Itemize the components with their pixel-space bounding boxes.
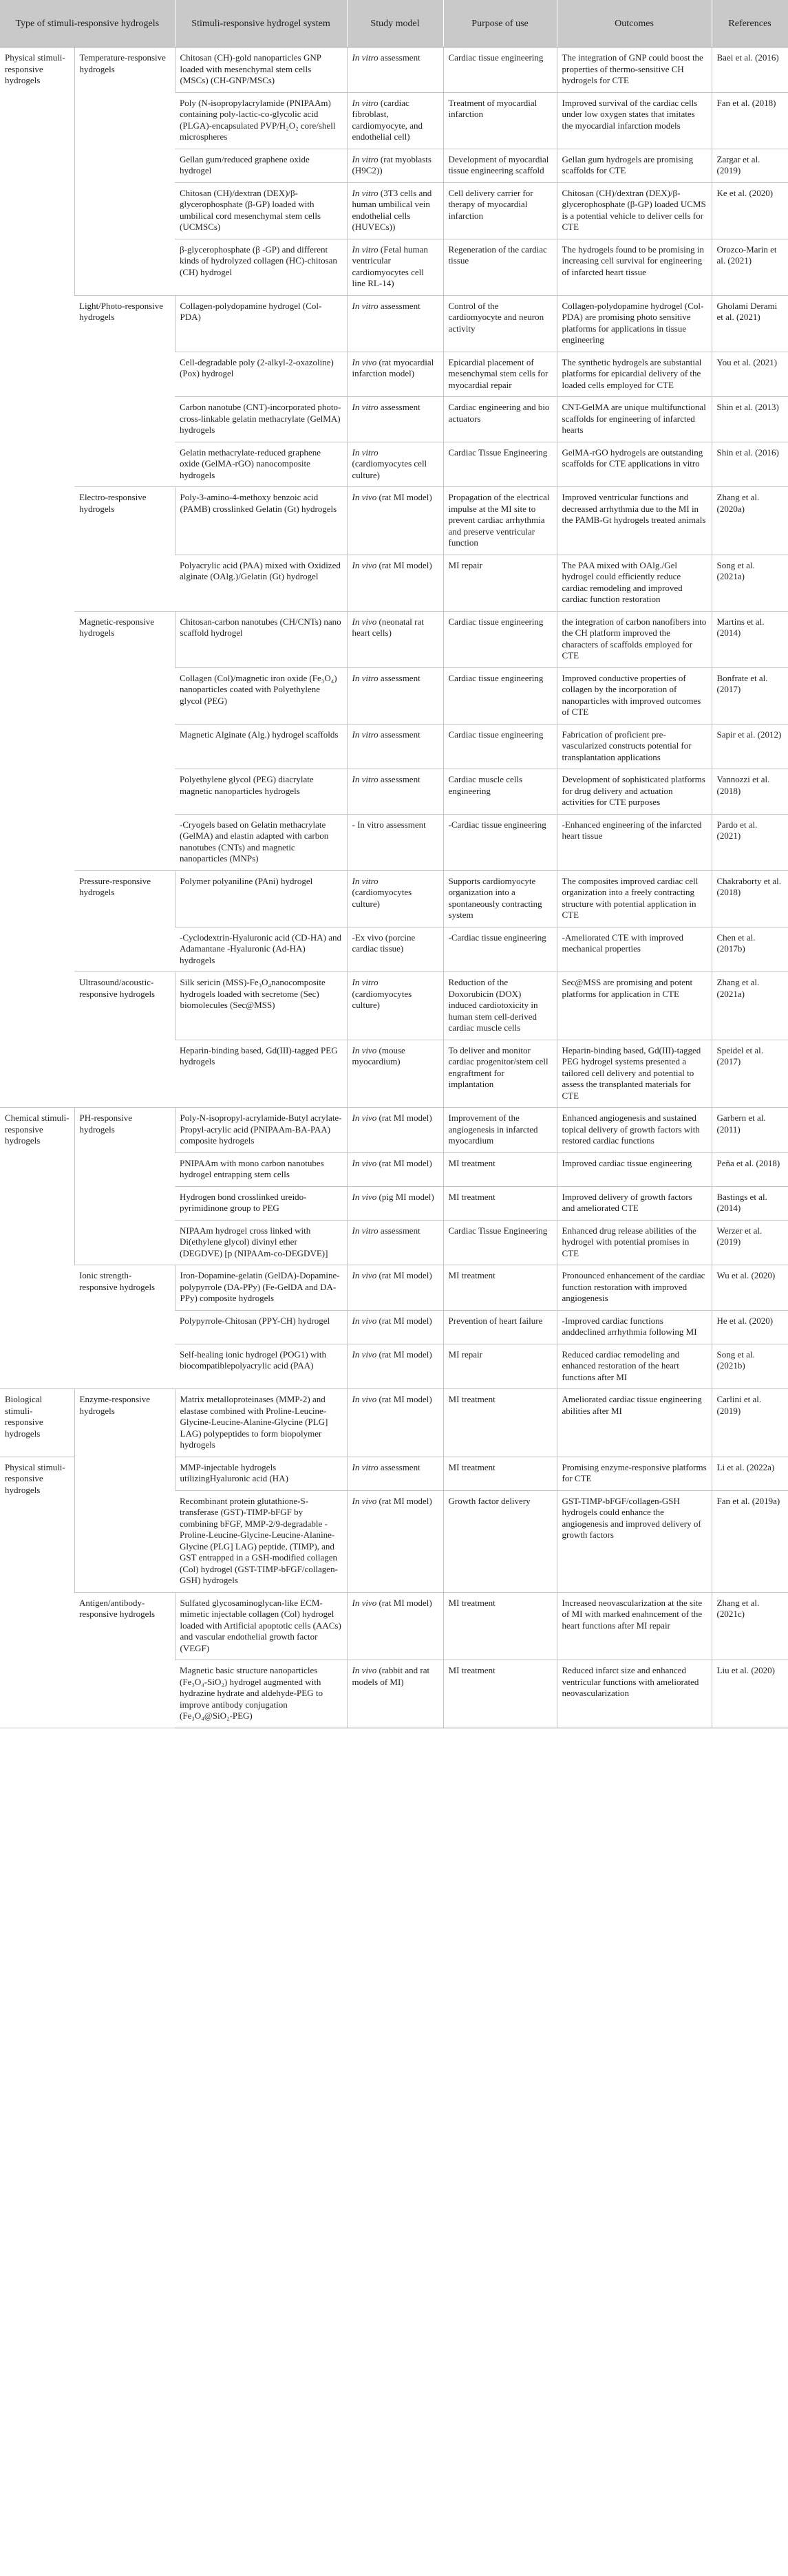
study-model-cell: [347, 1592, 443, 1660]
purpose-cell: MI treatment: [443, 1389, 557, 1457]
study-model-detail: (rat MI model): [376, 1349, 432, 1360]
outcome-cell: GelMA-rGO hydrogels are outstanding scaffolds for CTE applications in vitro: [557, 442, 712, 487]
study-model-type: In vivo: [352, 356, 377, 367]
study-model-type: In vitro: [352, 52, 379, 63]
reference-cell: Song et al. (2021a): [712, 555, 788, 611]
study-model-type: In vivo: [352, 1315, 377, 1326]
table-row: [0, 1265, 788, 1311]
study-model-detail: (cardiomyocytes cell culture): [352, 458, 427, 480]
stimuli-type-cell: Chemical stimuli-responsive hydrogels: [0, 1108, 74, 1389]
study-model-detail: -Ex vivo (porcine cardiac tissue): [352, 932, 416, 954]
purpose-cell: Regeneration of the cardiac tissue: [443, 239, 557, 295]
hydrogel-system-cell: Gelatin methacrylate-reduced graphene oxide (GelMA-rGO) nanocomposite hydrogels: [175, 442, 347, 487]
stimuli-subtype-cell: PH-responsive hydrogels: [74, 1108, 175, 1265]
hydrogel-system-cell: Silk sericin (MSS)-Fe₃O₄nanocomposite hydrogels loaded with secretome (Sec) biomolecules (Sec@MSS): [175, 972, 347, 1040]
stimuli-type-cell: Physical stimuli-responsive hydrogels: [0, 47, 74, 1108]
purpose-cell: Cardiac tissue engineering: [443, 724, 557, 769]
outcome-cell: The synthetic hydrogels are substantial platforms for epicardial delivery of the loaded cells employed for CTE: [557, 352, 712, 397]
hydrogel-system-cell: Collagen-polydopamine hydrogel (Col-PDA): [175, 295, 347, 352]
hydrogel-system-cell: β-glycerophosphate (β -GP) and different kinds of hydrolyzed collagen (HC)-chitosan (CH) hydrogel: [175, 239, 347, 295]
purpose-cell: To deliver and monitor cardiac progenitor/stem cell engraftment for implantation: [443, 1040, 557, 1108]
study-model-cell: [347, 1152, 443, 1186]
study-model-type: In vivo: [352, 1394, 377, 1404]
reference-cell: Zhang et al. (2021a): [712, 972, 788, 1040]
study-model-detail: (rat MI model): [376, 559, 432, 570]
hydrogel-system-cell: Chitosan (CH)-gold nanoparticles GNP loaded with mesenchymal stem cells (MSCs) (CH-GNP/MSCs): [175, 47, 347, 93]
hydrogel-system-cell: Matrix metalloproteinases (MMP-2) and elastase combined with Proline-Leucine-Glycine-Leucine-Alanine-Glycine (PLG] LAG) polypeptides to form biopolymer hydrogels: [175, 1389, 347, 1457]
reference-cell: He et al. (2020): [712, 1310, 788, 1344]
purpose-cell: MI treatment: [443, 1457, 557, 1490]
study-model-detail: (rat MI model): [376, 1315, 432, 1326]
study-model-type: In vivo: [352, 1113, 377, 1123]
study-model-detail: (pig MI model): [376, 1191, 434, 1202]
purpose-cell: Cardiac tissue engineering: [443, 611, 557, 667]
study-model-cell: [347, 1490, 443, 1592]
study-model-cell: [347, 1660, 443, 1728]
study-model-type: In vivo: [352, 1191, 377, 1202]
purpose-cell: Propagation of the electrical impulse at the MI site to prevent cardiac arrhythmia and preserve ventricular function: [443, 487, 557, 555]
purpose-cell: Cardiac tissue engineering: [443, 47, 557, 93]
hydrogel-system-cell: Magnetic Alginate (Alg.) hydrogel scaffolds: [175, 724, 347, 769]
outcome-cell: The PAA mixed with OAlg./Gel hydrogel could efficiently reduce cardiac remodeling and improved cardiac function restoration: [557, 555, 712, 611]
outcome-cell: the integration of carbon nanofibers into the CH platform improved the characters of scaffolds employed for CTE: [557, 611, 712, 667]
hydrogel-system-cell: Carbon nanotube (CNT)-incorporated photo-cross-linkable gelatin methacrylate (GelMA) hydrogels: [175, 397, 347, 442]
reference-cell: Werzer et al. (2019): [712, 1220, 788, 1265]
study-model-cell: [347, 487, 443, 555]
study-model-cell: [347, 92, 443, 149]
table-body: [0, 47, 788, 1728]
study-model-detail: assessment: [378, 729, 420, 740]
stimuli-subtype-cell: Enzyme-responsive hydrogels: [74, 1389, 175, 1593]
outcome-cell: -Enhanced engineering of the infarcted heart tissue: [557, 814, 712, 870]
purpose-cell: Growth factor delivery: [443, 1490, 557, 1592]
purpose-cell: MI treatment: [443, 1660, 557, 1728]
outcome-cell: Gellan gum hydrogels are promising scaffolds for CTE: [557, 149, 712, 182]
outcome-cell: Increased neovascularization at the site of MI with marked enahncement of the heart functions after MI repair: [557, 1592, 712, 1660]
header-purpose: Purpose of use: [443, 0, 557, 47]
stimuli-subtype-cell: Antigen/antibody-responsive hydrogels: [74, 1592, 175, 1728]
reference-cell: Shin et al. (2016): [712, 442, 788, 487]
reference-cell: Garbern et al. (2011): [712, 1108, 788, 1153]
table-row: [0, 972, 788, 1040]
study-model-type: In vivo: [352, 559, 377, 570]
study-model-detail: assessment: [378, 1225, 420, 1236]
reference-cell: Wu et al. (2020): [712, 1265, 788, 1311]
stimuli-subtype-cell: Temperature-responsive hydrogels: [74, 47, 175, 296]
outcome-cell: Improved survival of the cardiac cells under low oxygen states that imitates the myocardial infarction models: [557, 92, 712, 149]
table-row: [0, 47, 788, 93]
stimuli-subtype-cell: Pressure-responsive hydrogels: [74, 870, 175, 972]
purpose-cell: MI treatment: [443, 1152, 557, 1186]
purpose-cell: Prevention of heart failure: [443, 1310, 557, 1344]
study-model-detail: (rat myocardial infarction model): [352, 356, 434, 378]
purpose-cell: Cardiac tissue engineering: [443, 667, 557, 724]
header-outcomes: Outcomes: [557, 0, 712, 47]
hydrogel-system-cell: Iron-Dopamine-gelatin (GelDA)-Dopamine-polypyrrole (DA-PPy) (Fe-GelDA and DA-PPy) composite hydrogels: [175, 1265, 347, 1311]
study-model-cell: [347, 47, 443, 93]
study-model-detail: (Fetal human ventricular cardiomyocytes cell line RL-14): [352, 244, 428, 288]
outcome-cell: -Ameliorated CTE with improved mechanical properties: [557, 927, 712, 972]
study-model-detail: (rabbit and rat models of MI): [352, 1665, 430, 1687]
study-model-cell: [347, 1108, 443, 1153]
study-model-detail: (rat MI model): [376, 1597, 432, 1608]
reference-cell: You et al. (2021): [712, 352, 788, 397]
study-model-type: In vitro: [352, 875, 379, 886]
study-model-cell: [347, 1220, 443, 1265]
study-model-detail: (cardiomyocytes culture): [352, 988, 412, 1010]
study-model-detail: assessment: [378, 52, 420, 63]
study-model-cell: [347, 555, 443, 611]
study-model-type: In vitro: [352, 729, 379, 740]
purpose-cell: Reduction of the Doxorubicin (DOX) induced cardiotoxicity in human stem cell-derived cardiac muscle cells: [443, 972, 557, 1040]
header-study-model: Study model: [347, 0, 443, 47]
study-model-detail: (cardiac fibroblast, cardiomyocyte, and endothelial cell): [352, 97, 423, 142]
reference-cell: Sapir et al. (2012): [712, 724, 788, 769]
study-model-type: In vitro: [352, 97, 379, 108]
reference-cell: Shin et al. (2013): [712, 397, 788, 442]
study-model-type: In vivo: [352, 1665, 377, 1675]
study-model-type: In vivo: [352, 1270, 377, 1280]
outcome-cell: Enhanced angiogenesis and sustained topical delivery of growth factors with restored cardiac functions: [557, 1108, 712, 1153]
table-row: [0, 487, 788, 555]
reference-cell: Vannozzi et al. (2018): [712, 769, 788, 815]
study-model-detail: (cardiomyocytes culture): [352, 887, 412, 909]
purpose-cell: MI repair: [443, 1344, 557, 1389]
outcome-cell: Improved cardiac tissue engineering: [557, 1152, 712, 1186]
reference-cell: Ke et al. (2020): [712, 182, 788, 239]
reference-cell: Li et al. (2022a): [712, 1457, 788, 1490]
reference-cell: Orozco-Marin et al. (2021): [712, 239, 788, 295]
table-row: [0, 1389, 788, 1457]
outcome-cell: GST-TIMP-bFGF/collagen-GSH hydrogels could enhance the angiogenesis and improved delivery of growth factors: [557, 1490, 712, 1592]
study-model-detail: (rat MI model): [376, 1495, 432, 1506]
study-model-type: In vitro: [352, 977, 379, 987]
stimuli-subtype-cell: Electro-responsive hydrogels: [74, 487, 175, 612]
outcome-cell: Pronounced enhancement of the cardiac function restoration with improved angiogenesis: [557, 1265, 712, 1311]
table-header: [0, 0, 788, 47]
table-row: [0, 295, 788, 352]
stimuli-subtype-cell: Ultrasound/acoustic-responsive hydrogels: [74, 972, 175, 1108]
hydrogel-system-cell: MMP-injectable hydrogels utilizingHyaluronic acid (HA): [175, 1457, 347, 1490]
study-model-type: In vitro: [352, 1225, 379, 1236]
purpose-cell: -Cardiac tissue engineering: [443, 814, 557, 870]
hydrogel-system-cell: Heparin-binding based, Gd(III)-tagged PEG hydrogels: [175, 1040, 347, 1108]
study-model-cell: [347, 1040, 443, 1108]
study-model-cell: [347, 1310, 443, 1344]
hydrogel-system-cell: Poly (N-isopropylacrylamide (PNIPAAm) containing poly-lactic-co-glycolic acid (PLGA)-encapsulated PVP/H₂O₂ core/shell microspheres: [175, 92, 347, 149]
study-model-cell: [347, 182, 443, 239]
reference-cell: Zhang et al. (2021c): [712, 1592, 788, 1660]
study-model-type: In vivo: [352, 1495, 377, 1506]
purpose-cell: MI treatment: [443, 1186, 557, 1220]
study-model-cell: [347, 972, 443, 1040]
hydrogel-system-cell: NIPAAm hydrogel cross linked with Di(ethylene glycol) divinyl ether (DEGDVE) [p (NIPAAm-co-DEGDVE)]: [175, 1220, 347, 1265]
study-model-detail: assessment: [378, 774, 420, 784]
study-model-detail: (3T3 cells and human umbilical vein endothelial cells (HUVECs)): [352, 187, 432, 232]
purpose-cell: Epicardial placement of mesenchymal stem cells for myocardial repair: [443, 352, 557, 397]
outcome-cell: CNT-GelMA are unique multifunctional scaffolds for engineering of infarcted hearts: [557, 397, 712, 442]
outcome-cell: Heparin-binding based, Gd(III)-tagged PEG hydrogel systems presented a tailored cell delivery and potential to assess the transplanted materials for CTE: [557, 1040, 712, 1108]
hydrogel-system-cell: Poly-N-isopropyl-acrylamide-Butyl acrylate- Propyl-acrylic acid (PNIPAAm-BA-PAA) composite hydrogels: [175, 1108, 347, 1153]
purpose-cell: MI repair: [443, 555, 557, 611]
study-model-cell: [347, 1389, 443, 1457]
study-model-type: In vivo: [352, 1157, 377, 1168]
study-model-cell: [347, 352, 443, 397]
study-model-detail: (neonatal rat heart cells): [352, 616, 424, 638]
purpose-cell: MI treatment: [443, 1592, 557, 1660]
reference-cell: Song et al. (2021b): [712, 1344, 788, 1389]
study-model-cell: [347, 667, 443, 724]
outcome-cell: The integration of GNP could boost the properties of thermo-sensitive CH hydrogels for CTE: [557, 47, 712, 93]
study-model-type: In vitro: [352, 244, 379, 255]
outcome-cell: Reduced infarct size and enhanced ventricular functions with ameliorated neovascularization: [557, 1660, 712, 1728]
purpose-cell: Cardiac muscle cells engineering: [443, 769, 557, 815]
outcome-cell: The composites improved cardiac cell organization into a freely contracting structure with potential application in CTE: [557, 870, 712, 927]
study-model-cell: [347, 724, 443, 769]
outcome-cell: Reduced cardiac remodeling and enhanced restoration of the heart functions after MI: [557, 1344, 712, 1389]
outcome-cell: Improved delivery of growth factors and ameliorated CTE: [557, 1186, 712, 1220]
reference-cell: Zhang et al. (2020a): [712, 487, 788, 555]
hydrogel-system-cell: Magnetic basic structure nanoparticles (Fe₃O₄-SiO₂) hydrogel augmented with hydrazine hydrate and aldehyde-PEG to improve antibody conjugation (Fe₃O₄@SiO₂-PEG): [175, 1660, 347, 1728]
study-model-type: In vitro: [352, 447, 379, 458]
study-model-cell: [347, 239, 443, 295]
hydrogel-system-cell: Poly-3-amino-4-methoxy benzoic acid (PAMB) crosslinked Gelatin (Gt) hydrogels: [175, 487, 347, 555]
hydrogel-system-cell: -Cryogels based on Gelatin methacrylate (GelMA) and elastin adapted with carbon nanotubes (CNTs) and magnetic nanoparticles (MNPs): [175, 814, 347, 870]
hydrogel-system-cell: Collagen (Col)/magnetic iron oxide (Fe₃O₄) nanoparticles coated with Polyethylene glycol (PEG): [175, 667, 347, 724]
stimuli-subtype-cell: Magnetic-responsive hydrogels: [74, 611, 175, 870]
study-model-type: In vivo: [352, 492, 377, 502]
purpose-cell: Cell delivery carrier for therapy of myocardial infarction: [443, 182, 557, 239]
outcome-cell: Collagen-polydopamine hydrogel (Col-PDA) are promising photo sensitive platforms for applications in tissue engineering: [557, 295, 712, 352]
study-model-detail: (rat MI model): [376, 492, 432, 502]
study-model-cell: [347, 1265, 443, 1311]
study-model-type: In vivo: [352, 1349, 377, 1360]
purpose-cell: Development of myocardial tissue engineering scaffold: [443, 149, 557, 182]
hydrogel-system-cell: Hydrogen bond crosslinked ureido-pyrimidinone group to PEG: [175, 1186, 347, 1220]
outcome-cell: Improved ventricular functions and decreased arrhythmia due to the MI in the PAMB-Gt hydrogels treated animals: [557, 487, 712, 555]
study-model-cell: [347, 1344, 443, 1389]
outcome-cell: Chitosan (CH)/dextran (DEX)/β-glycerophosphate (β-GP) loaded UCMS is a potential vehicle to deliver cells for CTE: [557, 182, 712, 239]
reference-cell: Peña et al. (2018): [712, 1152, 788, 1186]
hydrogel-system-cell: Gellan gum/reduced graphene oxide hydrogel: [175, 149, 347, 182]
hydrogel-system-cell: Chitosan (CH)/dextran (DEX)/β-glycerophosphate (β-GP) loaded with umbilical cord mesenchymal stem cells (UCMSCs): [175, 182, 347, 239]
study-model-type: In vitro: [352, 402, 379, 412]
study-model-detail: assessment: [378, 402, 420, 412]
study-model-type: In vivo: [352, 1597, 377, 1608]
table-row: [0, 870, 788, 927]
purpose-cell: Control of the cardiomyocyte and neuron activity: [443, 295, 557, 352]
hydrogel-system-cell: Polyethylene glycol (PEG) diacrylate magnetic nanoparticles hydrogels: [175, 769, 347, 815]
hydrogel-system-cell: Polyacrylic acid (PAA) mixed with Oxidized alginate (OAlg.)/Gelatin (Gt) hydrogel: [175, 555, 347, 611]
hydrogel-system-cell: Sulfated glycosaminoglycan-like ECM-mimetic injectable collagen (Col) hydrogel loaded with Artificial apoptotic cells (AACs) and vascular endothelial growth factor (VEGF): [175, 1592, 347, 1660]
purpose-cell: Improvement of the angiogenesis in infarcted myocardium: [443, 1108, 557, 1153]
study-model-type: In vitro: [352, 153, 379, 164]
outcome-cell: Promising enzyme-responsive platforms for CTE: [557, 1457, 712, 1490]
outcome-cell: The hydrogels found to be promising in increasing cell survival for engineering of infarcted heart tissue: [557, 239, 712, 295]
study-model-type: In vitro: [352, 300, 379, 311]
reference-cell: Zargar et al. (2019): [712, 149, 788, 182]
hydrogel-system-cell: Self-healing ionic hydrogel (POG1) with biocompatiblepolyacrylic acid (PAA): [175, 1344, 347, 1389]
table-row: [0, 1108, 788, 1153]
study-model-cell: [347, 769, 443, 815]
stimuli-subtype-cell: Light/Photo-responsive hydrogels: [74, 295, 175, 487]
outcome-cell: Enhanced drug release abilities of the hydrogel with potential promises in CTE: [557, 1220, 712, 1265]
study-model-cell: [347, 295, 443, 352]
purpose-cell: MI treatment: [443, 1265, 557, 1311]
reference-cell: Bonfrate et al. (2017): [712, 667, 788, 724]
purpose-cell: Supports cardiomyocyte organization into a spontaneously contracting system: [443, 870, 557, 927]
study-model-cell: [347, 611, 443, 667]
study-model-type: In vitro: [352, 187, 379, 198]
study-model-cell: [347, 927, 443, 972]
reference-cell: Chen et al. (2017b): [712, 927, 788, 972]
study-model-detail: assessment: [378, 300, 420, 311]
header-references: References: [712, 0, 788, 47]
table-row: [0, 1592, 788, 1660]
study-model-detail: (rat MI model): [376, 1270, 432, 1280]
purpose-cell: Cardiac engineering and bio actuators: [443, 397, 557, 442]
study-model-cell: [347, 1186, 443, 1220]
purpose-cell: Cardiac Tissue Engineering: [443, 442, 557, 487]
hydrogel-system-cell: Recombinant protein glutathione-S-transferase (GST)-TIMP-bFGF by combining bFGF, MMP-2/9-degradable -Proline-Leucine-Glycine-Leucine-Alanine-Glycine (PLG] LAG) peptide, (TIMP), and GST entrapped in a GSH-modified collagen (Col) hydrogel (GST-TIMP-bFGF/collagen-GSH) hydrogels: [175, 1490, 347, 1592]
stimuli-type-cell: Biological stimuli-responsive hydrogels: [0, 1389, 74, 1457]
outcome-cell: Sec@MSS are promising and potent platforms for application in CTE: [557, 972, 712, 1040]
purpose-cell: -Cardiac tissue engineering: [443, 927, 557, 972]
study-model-detail: assessment: [378, 672, 420, 683]
reference-cell: Carlini et al. (2019): [712, 1389, 788, 1457]
stimuli-subtype-cell: Ionic strength-responsive hydrogels: [74, 1265, 175, 1389]
hydrogel-system-cell: Polymer polyaniline (PAni) hydrogel: [175, 870, 347, 927]
header-type: Type of stimuli-responsive hydrogels: [0, 0, 175, 47]
reference-cell: Fan et al. (2018): [712, 92, 788, 149]
study-model-cell: [347, 1457, 443, 1490]
header-system: Stimuli-responsive hydrogel system: [175, 0, 347, 47]
study-model-cell: [347, 870, 443, 927]
study-model-cell: [347, 149, 443, 182]
study-model-detail: (mouse myocardium): [352, 1044, 405, 1066]
table-row: [0, 611, 788, 667]
study-model-cell: [347, 397, 443, 442]
purpose-cell: Treatment of myocardial infarction: [443, 92, 557, 149]
outcome-cell: Ameliorated cardiac tissue engineering abilities after MI: [557, 1389, 712, 1457]
study-model-detail: - In vitro assessment: [352, 819, 426, 830]
study-model-type: In vitro: [352, 774, 379, 784]
outcome-cell: Improved conductive properties of collagen by the incorporation of nanoparticles with improved outcomes of CTE: [557, 667, 712, 724]
study-model-type: In vitro: [352, 672, 379, 683]
reference-cell: Pardo et al. (2021): [712, 814, 788, 870]
stimuli-type-cell: Physical stimuli-responsive hydrogels: [0, 1457, 74, 1728]
purpose-cell: Cardiac Tissue Engineering: [443, 1220, 557, 1265]
hydrogel-system-cell: Chitosan-carbon nanotubes (CH/CNTs) nano scaffold hydrogel: [175, 611, 347, 667]
reference-cell: Baei et al. (2016): [712, 47, 788, 93]
study-model-cell: [347, 442, 443, 487]
reference-cell: Fan et al. (2019a): [712, 1490, 788, 1592]
hydrogel-system-cell: PNIPAAm with mono carbon nanotubes hydrogel entrapping stem cells: [175, 1152, 347, 1186]
study-model-type: In vivo: [352, 616, 377, 627]
study-model-detail: assessment: [378, 1461, 420, 1472]
outcome-cell: Fabrication of proficient pre-vascularized constructs potential for transplantation applications: [557, 724, 712, 769]
reference-cell: Liu et al. (2020): [712, 1660, 788, 1728]
study-model-type: In vivo: [352, 1044, 377, 1055]
outcome-cell: Development of sophisticated platforms for drug delivery and actuation activities for CTE purposes: [557, 769, 712, 815]
hydrogel-system-cell: -Cyclodextrin-Hyaluronic acid (CD-HA) and Adamantane -Hyaluronic (Ad-HA) hydrogels: [175, 927, 347, 972]
hydrogel-system-cell: Polypyrrole-Chitosan (PPY-CH) hydrogel: [175, 1310, 347, 1344]
study-model-detail: (rat MI model): [376, 1157, 432, 1168]
outcome-cell: -Improved cardiac functions anddeclined arrhythmia following MI: [557, 1310, 712, 1344]
reference-cell: Gholami Derami et al. (2021): [712, 295, 788, 352]
reference-cell: Speidel et al. (2017): [712, 1040, 788, 1108]
reference-cell: Bastings et al. (2014): [712, 1186, 788, 1220]
study-model-detail: (rat MI model): [376, 1394, 432, 1404]
hydrogel-system-cell: Cell-degradable poly (2-alkyl-2-oxazoline) (Pox) hydrogel: [175, 352, 347, 397]
study-model-cell: [347, 814, 443, 870]
study-model-detail: (rat myoblasts (H9C2)): [352, 153, 432, 175]
reference-cell: Martins et al. (2014): [712, 611, 788, 667]
study-model-type: In vitro: [352, 1461, 379, 1472]
study-model-detail: (rat MI model): [376, 1113, 432, 1123]
reference-cell: Chakraborty et al. (2018): [712, 870, 788, 927]
